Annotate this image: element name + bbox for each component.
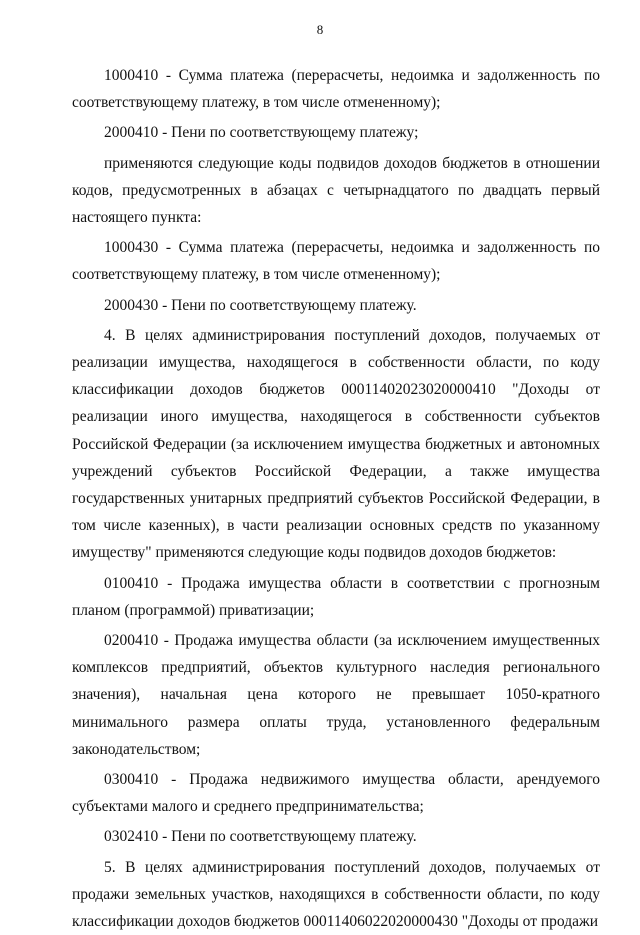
paragraph-intro-codes: применяются следующие коды подвидов доходов бюджетов в отношении кодов, предусмотренных в абзацах с четырнадцатого по двадцать первый настоящего пункта:	[72, 154, 600, 227]
document-body	[72, 62, 600, 935]
paragraph-code-2000430: 2000430 - Пени по соответствующему платежу.	[104, 296, 417, 314]
paragraph-code-0200410: 0200410 - Продажа имущества области (за исключением имущественных комплексов предприятий, объектов культурного наследия регионального значения), начальная цена которого не превышает 1050-кратного минимального размера оплаты труда, установленного федеральным законодательством;	[72, 632, 600, 758]
paragraph-code-1000410: 1000410 - Сумма платежа (перерасчеты, недоимка и задолженность по соответствующему платежу, в том числе отмененному);	[72, 67, 600, 112]
page-number: 8	[316, 22, 324, 37]
paragraph-code-0300410: 0300410 - Продажа недвижимого имущества области, арендуемого субъектами малого и среднего предпринимательства;	[72, 771, 600, 816]
paragraph-code-0302410: 0302410 - Пени по соответствующему платежу.	[104, 828, 417, 846]
paragraph-section-5: 5. В целях администрирования поступлений доходов, получаемых от продажи земельных участков, находящихся в собственности области, по коду классификации доходов бюджетов 00011406022020000430 "Доходы от продажи	[72, 858, 600, 931]
paragraph-section-4: 4. В целях администрирования поступлений доходов, получаемых от реализации имущества, находящегося в собственности области, по коду классификации доходов бюджетов 00011402023020000410 "Доходы от реализации иного имущества, находящегося в собственности субъектов Российской Федерации (за исключением имущества бюджетных и автономных учреждений субъектов Российской Федерации, а также имущества государственных унитарных предприятий субъектов Российской Федерации, в том числе казенных), в части реализации основных средств по указанному имуществу" применяются следующие коды подвидов доходов бюджетов:	[72, 326, 600, 562]
paragraph-code-1000430: 1000430 - Сумма платежа (перерасчеты, недоимка и задолженность по соответствующему платежу, в том числе отмененному);	[72, 239, 600, 284]
paragraph-code-0100410: 0100410 - Продажа имущества области в соответствии с прогнозным планом (программой) приватизации;	[72, 574, 600, 619]
paragraph-code-2000410: 2000410 - Пени по соответствующему платежу;	[104, 124, 419, 142]
